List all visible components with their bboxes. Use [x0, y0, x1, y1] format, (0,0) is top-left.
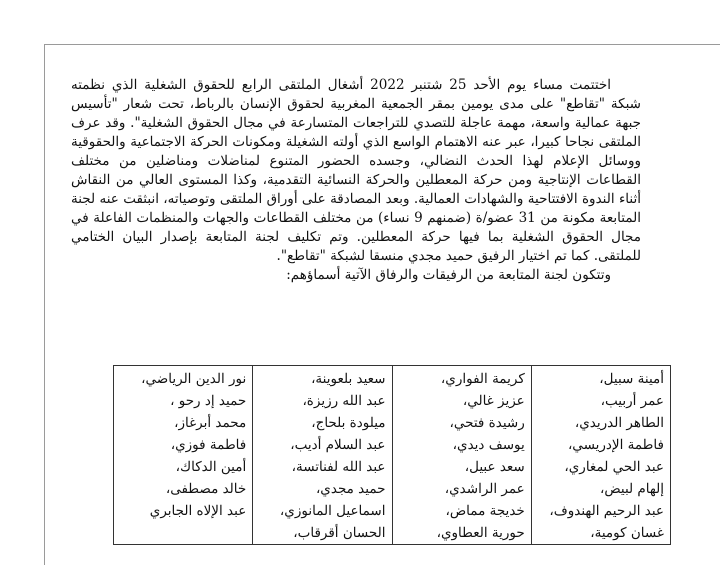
member-name: إلهام لبيض، [599, 481, 664, 497]
member-name: نور الدين الرياضي، [141, 371, 247, 387]
member-name: حميد مجدي، [315, 481, 386, 497]
member-name: يوسف ديدي، [452, 437, 525, 453]
member-name: كريمة الفواري، [440, 371, 525, 387]
member-name: سعد عبيل، [464, 459, 525, 475]
member-name: الحسان أقرقاب، [293, 525, 386, 541]
member-name: خالد مصطفى، [165, 481, 247, 497]
member-name: اسماعيل المانوزي، [279, 503, 386, 519]
committee-table [113, 365, 671, 545]
member-name: حميد إد رحو ، [170, 393, 247, 409]
document-body [71, 76, 641, 285]
member-name: فاطمة فوزي، [170, 437, 247, 453]
names-column-3 [253, 366, 392, 545]
member-name: الطاهر الدريدي، [574, 415, 664, 431]
member-name: ميلودة بلحاج، [311, 415, 386, 431]
member-name: محمد أبرغاز، [174, 415, 247, 431]
member-name: عمر الراشدي، [444, 481, 525, 497]
paragraph: اختتمت مساء يوم الأحد 25 شتنبر 2022 أشغال الملتقى الرابع للحقوق الشغلية الذي نظمته شبكة "تقاطع" على مدى يومين بمقر الجمعية المغربية لحقوق الإنسان بالرباط، تحت شعار "تأسيس جبهة عمالية واسعة، مهمة عاجلة للتصدي للتراجعات المتسارعة في مجال الحقوق الشغلية". وقد عرف الملتقى نجاحا كبيرا، عبر عنه الاهتمام الواسع الذي أولته الشغيلة ومكونات الحركة الاجتماعية والحقوقية ووسائل الإعلام لهذا الحدث النضالي، وجسده الحضور المتنوع لمناضلات ومناضلين من مختلف القطاعات الإنتاجية ومن حركة المعطلين والحركة النسائية التقدمية، وكذا المستوى العالي من النقاش أثناء الندوة الافتتاحية والشهادات العمالية. وبعد المصادقة على أوراق الملتقى وتوصياته، انبثقت عنه لجنة المتابعة مكونة من 31 عضو/ة (ضمنهم 9 نساء) من مختلف القطاعات والجهات والمنظمات الفاعلة في مجال الحقوق الشغلية بما فيها حركة المعطلين. وتم تكليف لجنة المتابعة بإصدار البيان الختامي للملتقى. كما تم اختيار الرفيق حميد مجدي منسقا لشبكة "تقاطع". [71, 77, 641, 264]
names-column-1 [531, 366, 670, 545]
member-name: عبد الرحيم الهندوف، [549, 503, 664, 519]
member-name: خديجة مماض، [445, 503, 525, 519]
member-name: عزيز غالي، [462, 393, 525, 409]
member-name: عبد الله رزيزة، [302, 393, 386, 409]
member-name: عبد السلام أديب، [290, 437, 386, 453]
member-name: أمين الدكاك، [175, 459, 247, 475]
member-name: عبد الإلاه الجابري [149, 503, 247, 519]
member-name: عبد الله لفناتسة، [291, 459, 386, 475]
names-column-4 [114, 366, 253, 545]
member-name: أمينة سبيل، [599, 371, 664, 387]
member-name: عمر أربيب، [600, 393, 664, 409]
member-name: حورية العطاوي، [436, 525, 525, 541]
member-name: سعيد بلعوينة، [311, 371, 386, 387]
member-name: رشيدة فتحي، [449, 415, 525, 431]
member-name: فاطمة الإدريسي، [567, 437, 664, 453]
member-name: غسان كومية، [590, 525, 664, 541]
names-column-2 [392, 366, 531, 545]
committee-intro: وتتكون لجنة المتابعة من الرفيقات والرفاق الآتية أسماؤهم: [286, 267, 611, 283]
member-name: عبد الحي لمغاري، [564, 459, 664, 475]
document-page [44, 44, 720, 565]
